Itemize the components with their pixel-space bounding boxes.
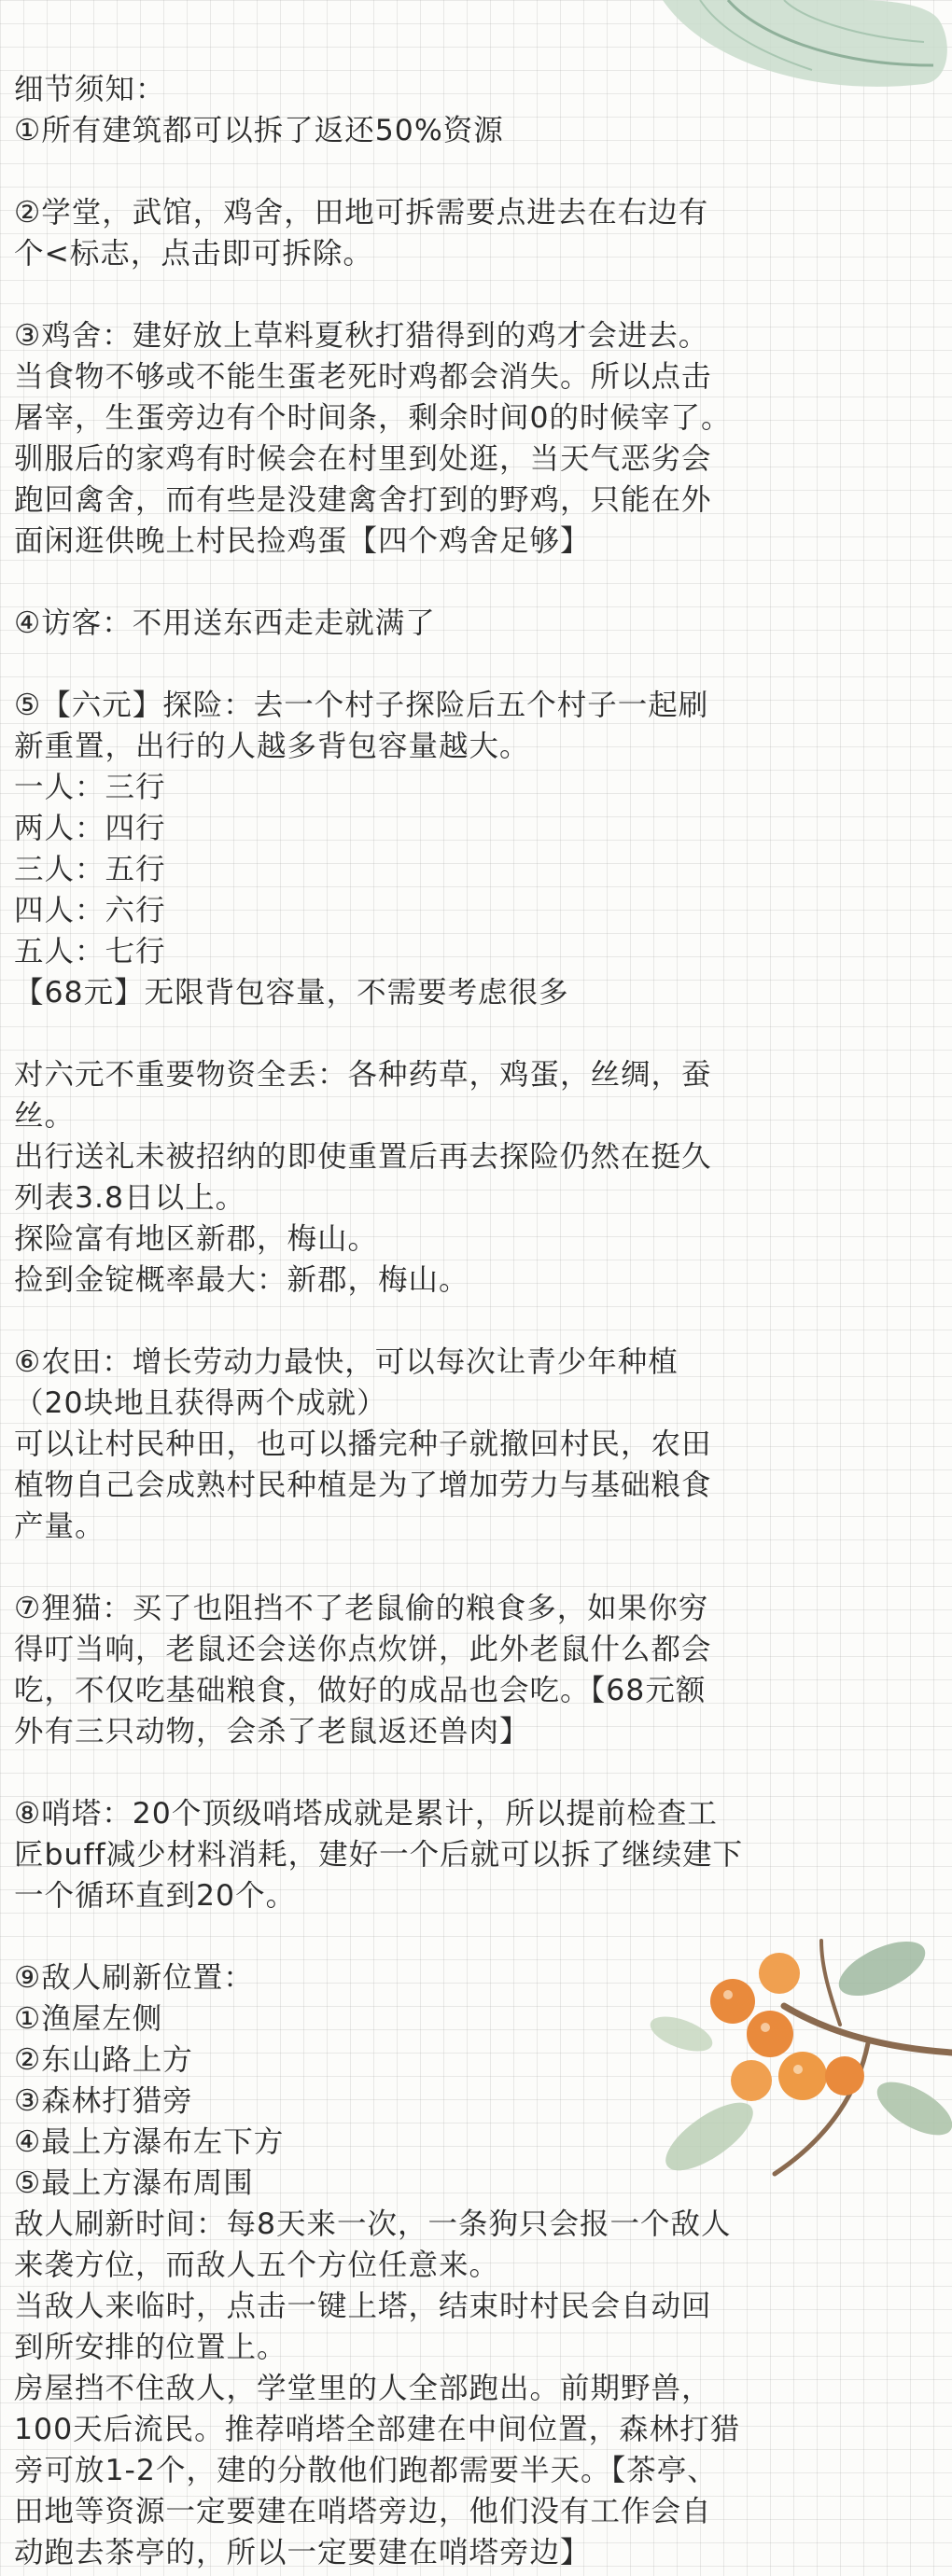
text-line: 捡到金锭概率最大：新郡，梅山。 (14, 1263, 469, 1297)
text-line: ②学堂，武馆，鸡舍，田地可拆需要点进去在右边有 (14, 196, 709, 230)
blank-line (14, 644, 938, 685)
text-line: 来袭方位，而敌人五个方位任意来。 (14, 2249, 500, 2282)
text-line: ③森林打猎旁 (14, 2084, 193, 2118)
text-line: 100天后流民。推荐哨塔全部建在中间位置，森林打猎 (14, 2413, 741, 2446)
text-line: 细节须知： (14, 73, 166, 106)
blank-line (14, 562, 938, 603)
text-line: （20块地且获得两个成就） (14, 1386, 387, 1420)
text-line: 动跑去茶亭的，所以一定要建在哨塔旁边】 (14, 2536, 591, 2569)
text-line: 探险富有地区新郡，梅山。 (14, 1222, 379, 1256)
text-line: ⑨敌人刷新位置： (14, 1961, 254, 1995)
text-line: 吃，不仅吃基础粮食，做好的成品也会吃。【68元额 (14, 1674, 707, 1707)
text-line: 两人：四行 (14, 812, 166, 845)
text-line: 屠宰，生蛋旁边有个时间条，剩余时间0的时候宰了。 (14, 401, 732, 435)
text-line: 植物自己会成熟村民种植是为了增加劳力与基础粮食 (14, 1469, 712, 1502)
text-line: ⑤最上方瀑布周围 (14, 2166, 254, 2200)
text-line: 一个循环直到20个。 (14, 1879, 297, 1913)
text-line: 敌人刷新时间：每8天来一次，一条狗只会报一个敌人 (14, 2207, 732, 2241)
text-line: 田地等资源一定要建在哨塔旁边，他们没有工作会自 (14, 2495, 712, 2528)
text-line: 当食物不够或不能生蛋老死时鸡都会消失。所以点击 (14, 360, 712, 394)
text-line: ⑤【六元】探险：去一个村子探险后五个村子一起刷 (14, 689, 709, 722)
text-line: 列表3.8日以上。 (14, 1181, 246, 1215)
text-line: 面闲逛供晚上村民捡鸡蛋【四个鸡舍足够】 (14, 524, 591, 558)
text-line: 丝。 (14, 1099, 76, 1133)
blank-line (14, 1752, 938, 1793)
text-line: 到所安排的位置上。 (14, 2331, 287, 2364)
text-line: ③鸡舍：建好放上草料夏秋打猎得到的鸡才会进去。 (14, 319, 709, 353)
text-line: ⑧哨塔：20个顶级哨塔成就是累计，所以提前检查工 (14, 1797, 718, 1831)
text-line: ①所有建筑都可以拆了返还50%资源 (14, 114, 504, 147)
text-line: 四人：六行 (14, 894, 166, 927)
text-line: ⑦狸猫：买了也阻挡不了老鼠偷的粮食多，如果你穷 (14, 1592, 709, 1625)
text-line: 当敌人来临时，点击一键上塔，结束时村民会自动回 (14, 2290, 712, 2323)
blank-line (14, 1301, 938, 1342)
text-line: 五人：七行 (14, 935, 166, 968)
text-line: 房屋挡不住敌人，学堂里的人全部跑出。前期野兽， (14, 2372, 712, 2405)
text-line: 一人：三行 (14, 771, 166, 804)
text-line: ①渔屋左侧 (14, 2002, 163, 2036)
notes-text (14, 69, 938, 2573)
text-line: 个<标志，点击即可拆除。 (14, 237, 373, 271)
text-line: ④最上方瀑布左下方 (14, 2125, 285, 2159)
text-line: 三人：五行 (14, 853, 166, 886)
text-line: 对六元不重要物资全丢：各种药草，鸡蛋，丝绸，蚕 (14, 1058, 712, 1092)
blank-line (14, 1547, 938, 1588)
text-line: 旁可放1-2个，建的分散他们跑都需要半天。【茶亭、 (14, 2454, 718, 2487)
text-line: 驯服后的家鸡有时候会在村里到处逛，当天气恶劣会 (14, 442, 712, 476)
blank-line (14, 1013, 938, 1054)
text-line: ⑥农田：增长劳动力最快，可以每次让青少年种植 (14, 1345, 679, 1379)
text-line: 匠buff减少材料消耗，建好一个后就可以拆了继续建下 (14, 1838, 744, 1872)
text-line: ②东山路上方 (14, 2043, 193, 2077)
text-line: ④访客：不用送东西走走就满了 (14, 606, 436, 640)
text-line: 出行送礼未被招纳的即使重置后再去探险仍然在挺久 (14, 1140, 712, 1174)
text-line: 外有三只动物，会杀了老鼠返还兽肉】 (14, 1715, 530, 1748)
blank-line (14, 274, 938, 315)
text-line: 产量。 (14, 1510, 105, 1543)
text-line: 【68元】无限背包容量，不需要考虑很多 (14, 976, 569, 1010)
blank-line (14, 151, 938, 192)
text-line: 得叮当响，老鼠还会送你点炊饼，此外老鼠什么都会 (14, 1633, 712, 1666)
text-line: 可以让村民种田，也可以播完种子就撤回村民，农田 (14, 1427, 712, 1461)
text-line: 新重置，出行的人越多背包容量越大。 (14, 730, 530, 763)
text-line: 跑回禽舍，而有些是没建禽舍打到的野鸡，只能在外 (14, 483, 712, 517)
